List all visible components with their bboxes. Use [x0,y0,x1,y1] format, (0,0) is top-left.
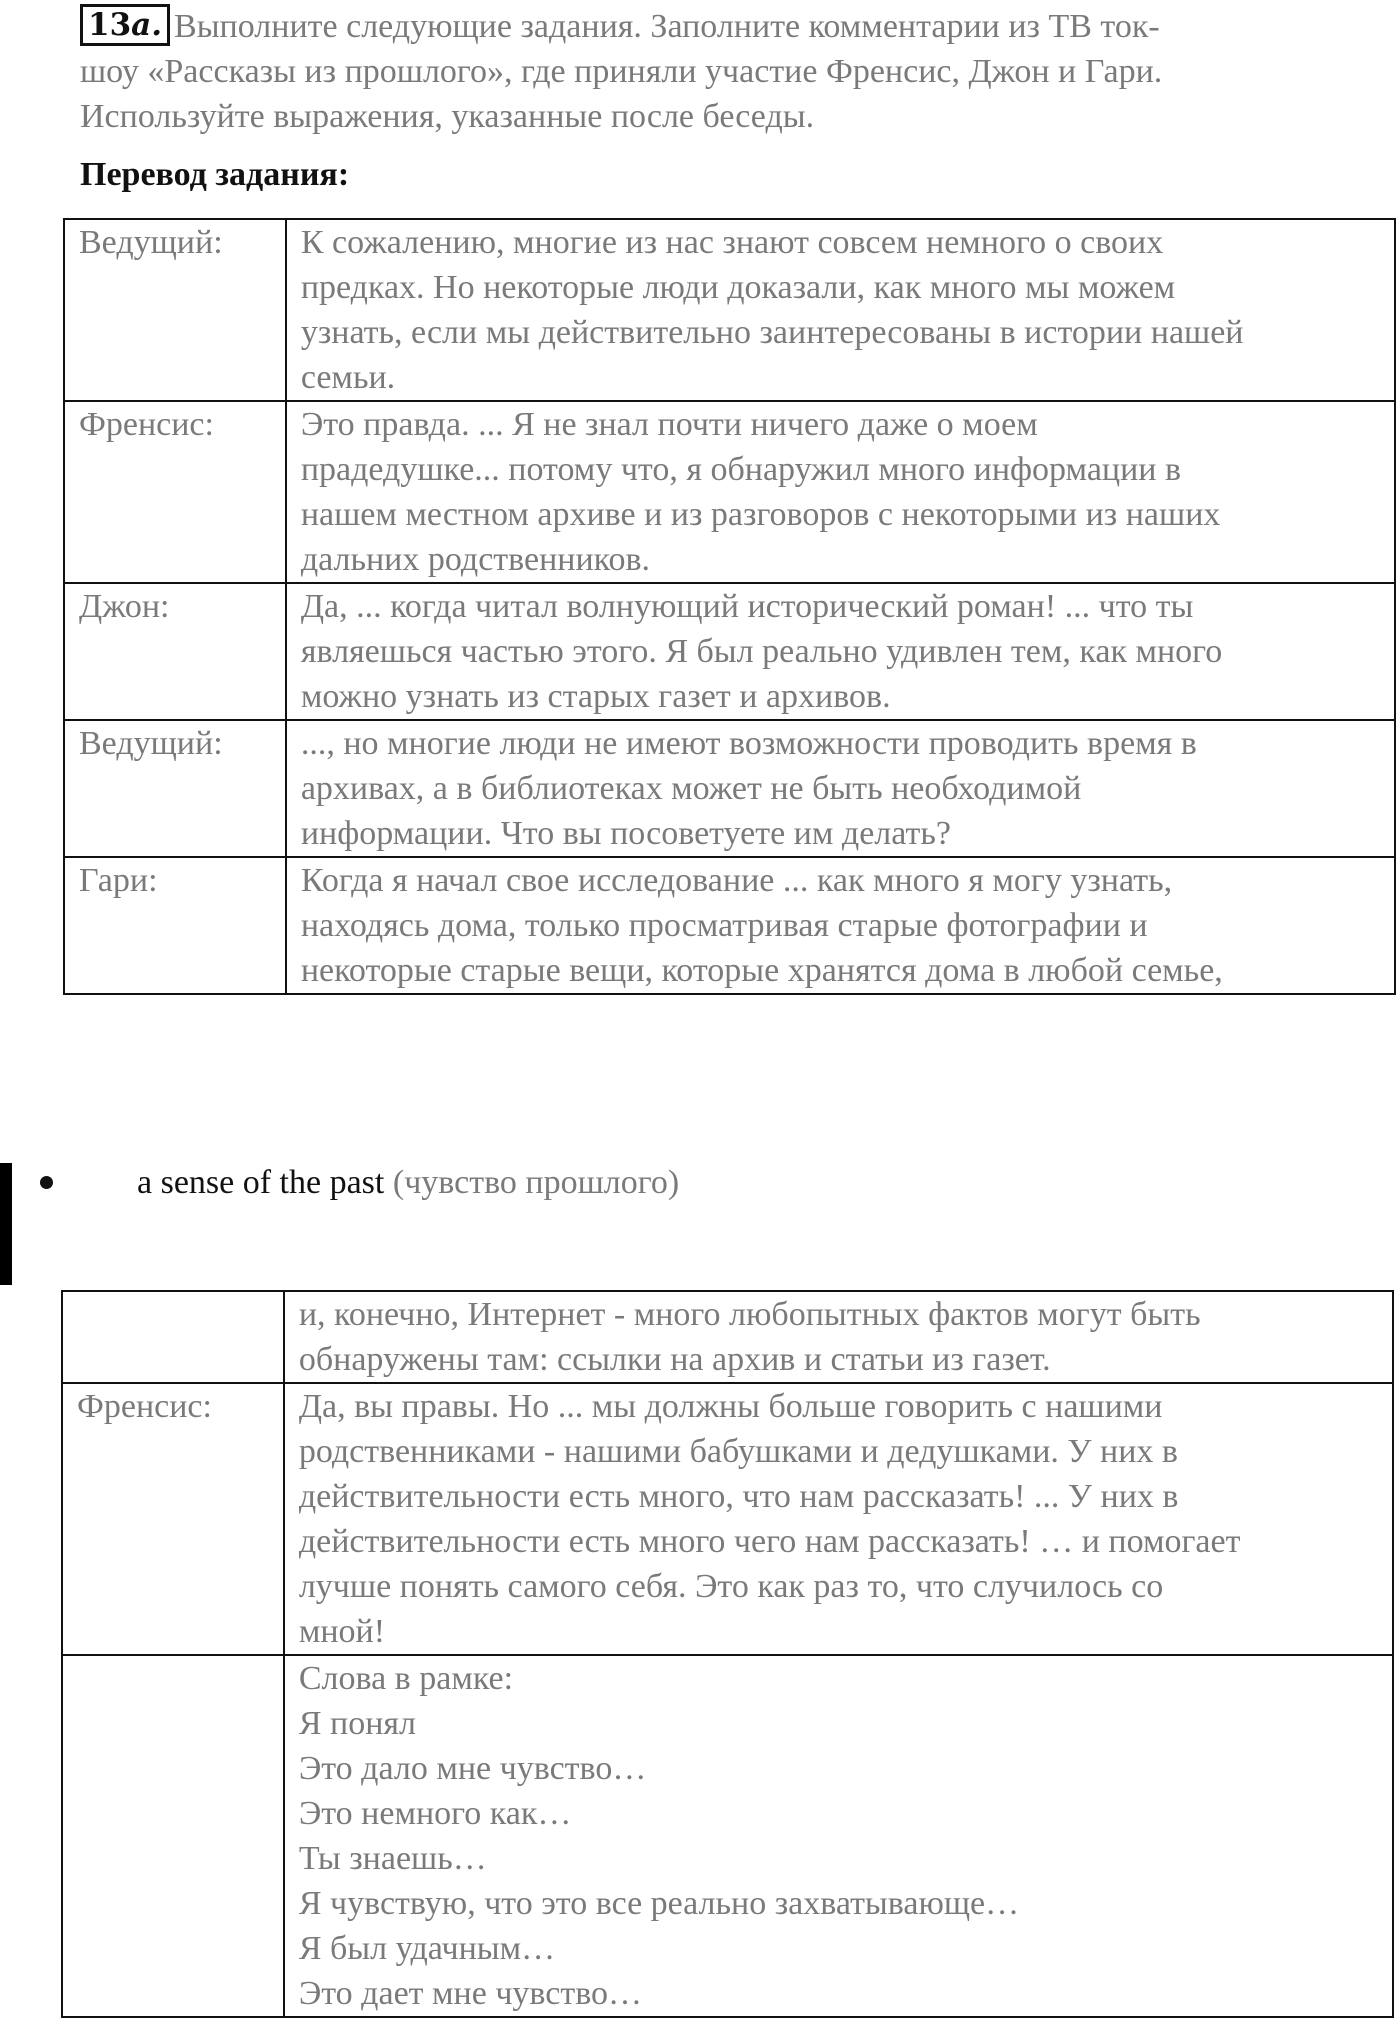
speaker-name: Френсис: [79,406,214,443]
speech-cell [284,1291,1393,1383]
task-instructions [80,4,1380,139]
speech-line: прадедушке... потому что, я обнаружил много информации в [300,451,1182,488]
dialog-row [62,1291,1393,1383]
speaker-name: Ведущий: [79,725,223,762]
intro-line: шоу «Рассказы из прошлого», где приняли участие Френсис, Джон и Гари. [80,53,1163,90]
speech-line: дальних родственников. [300,541,651,578]
intro-line: Выполните следующие задания. Заполните комментарии из ТВ ток- [174,8,1160,45]
speech-line: Когда я начал свое исследование ... как много я могу узнать, [300,862,1173,899]
bullet-dot [40,1176,53,1189]
margin-bar [0,1163,12,1285]
bullet-item [40,1160,679,1205]
speech-line: действительности есть много чего нам рассказать! … и помогает [298,1523,1241,1560]
dialog-row [64,720,1395,857]
speech-cell [286,720,1395,857]
speech-line: ..., но многие люди не имеют возможности проводить время в [300,725,1197,762]
dialog-row [64,219,1395,401]
task-number: 13 [88,7,132,43]
dialog-row [62,1383,1393,1655]
speech-line: Я был удачным… [298,1930,556,1967]
dialog-table-part1 [63,218,1396,995]
speech-line: Это немного как… [298,1795,572,1832]
intro-line: Используйте выражения, указанные после беседы. [80,98,815,135]
dialog-row [64,583,1395,720]
speaker-name: Френсис: [77,1388,212,1425]
speech-line: Да, вы правы. Но ... мы должны больше говорить с нашими [298,1388,1163,1425]
speech-line: Слова в рамке: [298,1660,514,1697]
phrase-english: a sense of the past [137,1164,385,1201]
speech-line: и, конечно, Интернет - много любопытных фактов могут быть [298,1296,1201,1333]
speaker-cell [64,583,286,720]
speaker-cell [62,1291,284,1383]
speech-line: узнать, если мы действительно заинтересованы в истории нашей [300,314,1244,351]
speaker-cell [62,1655,284,2017]
speech-cell [286,401,1395,583]
speech-line: можно узнать из старых газет и архивов. [300,678,891,715]
speech-line: действительности есть много, что нам рассказать! ... У них в [298,1478,1179,1515]
task-number-suffix: a. [131,7,163,43]
phrase-russian: (чувство прошлого) [392,1164,680,1201]
speaker-name: Джон: [79,588,170,625]
speech-line: семьи. [300,359,396,396]
dialog-table-body [64,219,1395,994]
dialog-table-part2 [61,1290,1394,2018]
speech-cell [284,1383,1393,1655]
speech-cell [286,857,1395,994]
speech-line: некоторые старые вещи, которые хранятся дома в любой семье, [300,952,1223,989]
speech-cell [284,1655,1393,2017]
speech-cell [286,219,1395,401]
speech-line: нашем местном архиве и из разговоров с некоторыми из наших [300,496,1221,533]
speech-line: родственниками - нашими бабушками и дедушками. У них в [298,1433,1178,1470]
dialog-row [62,1655,1393,2017]
speech-line: Это правда. ... Я не знал почти ничего даже о моем [300,406,1038,443]
speech-line: предках. Но некоторые люди доказали, как много мы можем [300,269,1176,306]
speech-cell [286,583,1395,720]
speaker-cell [62,1383,284,1655]
speech-line: Ты знаешь… [298,1840,487,1877]
dialog-row [64,857,1395,994]
speech-line: Это дало мне чувство… [298,1750,647,1787]
translation-heading: Перевод задания: [80,156,350,193]
dialog-row [64,401,1395,583]
speech-line: Да, ... когда читал волнующий исторический роман! ... что ты [300,588,1194,625]
speech-line: Я понял [298,1705,417,1742]
speaker-cell [64,219,286,401]
speech-line: информации. Что вы посоветуете им делать? [300,815,951,852]
speaker-cell [64,720,286,857]
speech-line: К сожалению, многие из нас знают совсем немного о своих [300,224,1164,261]
dialog-table-body [62,1291,1393,2017]
speech-line: являешься частью этого. Я был реально удивлен тем, как много [300,633,1223,670]
task-number-box [80,4,170,46]
speech-line: обнаружены там: ссылки на архив и статьи из газет. [298,1341,1051,1378]
speech-line: Это дает мне чувство… [298,1975,643,2012]
speaker-cell [64,857,286,994]
speaker-cell [64,401,286,583]
speaker-name: Гари: [79,862,158,899]
speech-line: лучше понять самого себя. Это как раз то, что случилось со [298,1568,1164,1605]
speaker-name: Ведущий: [79,224,223,261]
speech-line: Я чувствую, что это все реально захватывающе… [298,1885,1020,1922]
speech-line: находясь дома, только просматривая старые фотографии и [300,907,1148,944]
speech-line: архивах, а в библиотеках может не быть необходимой [300,770,1082,807]
speech-line: мной! [298,1613,386,1650]
